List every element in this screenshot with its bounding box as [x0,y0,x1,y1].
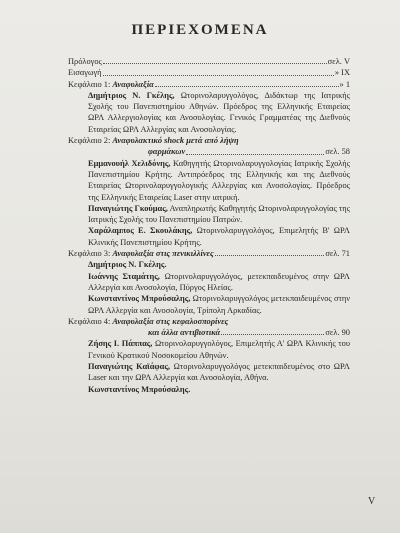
page-number: V [368,496,376,507]
chapter-title-continued: φαρμάκων [148,147,186,157]
author-name: Κωνσταντίνος Μπρούσαλης, [88,294,191,304]
author-entry [88,361,350,384]
author-entry [88,338,350,361]
toc-chapter-2-cont [68,146,350,157]
author-entry [88,259,350,270]
toc-label: Πρόλογος [68,57,102,66]
author-entry [88,158,350,203]
chapter-page: σελ. 90 [325,328,350,338]
author-entry [88,90,350,135]
toc-entry-prologue [68,56,350,67]
author-entry [88,203,350,226]
chapter-label: Κεφάλαιο 3: [68,249,111,259]
author-entry [88,225,350,248]
author-description: Καθηγητής Ωτορινολαρυγγολογίας Ιατρικής Σχολής Πανεπιστημίου Κρήτης. Αντιπρόεδρος της Ελληνικής και της Διεθνούς Εταιρείας Ωτορινολαρυγγολογικής Αλλεργίας και Ανοσολογίας. Πρόεδρος της Ελληνικής Εταιρείας Laser στην ιατρική. [88,158,350,202]
chapter-page: σελ. 58 [325,147,350,157]
chapter-page: σελ. 71 [325,249,350,259]
author-name: Παναγιώτης Γκούμας, [88,203,168,213]
author-name: Δημήτριος Ν. Γκέλης. [88,260,167,270]
author-description: Αναπληρωτής Καθηγητής Ωτορινολαρυγγολογίας της Ιατρικής Σχολής του Πανεπιστημίου Πατρών. [88,203,350,225]
toc-chapter-4-cont [68,327,350,338]
author-description: Ωτορινολαρυγγολόγος μετεκπαιδευμένος στο ΩΡΛ Laser και την ΩΡΛ Αλλεργία και Ανοσολογία, Αθήνα. [88,362,351,383]
toc-label: Εισαγωγή [68,68,102,78]
toc-chapter-4 [68,316,350,327]
leader-dots [215,255,325,256]
chapter-label: Κεφάλαιο 1: [68,79,111,89]
chapter-label: Κεφάλαιο 4: [68,316,111,326]
toc-page: σελ. V [327,57,350,66]
author-description: Ωτορινολαρυγγολόγος μετεκπαιδευμένος στην ΩΡΛ Αλλεργία και Ανοσολογία, Τρίπολη Αρκαδίας. [88,294,350,315]
author-name: Ζήσης Ι. Πάππας, [88,339,153,349]
toc-page: » IX [334,68,350,78]
author-name: Κωνσταντίνος Μπρούσαλης. [88,384,191,394]
toc-chapter-3 [68,248,350,259]
author-name: Δημήτριος Ν. Γκέλης, [88,90,175,100]
chapter-page: » 1 [339,79,350,89]
chapter-title: Αναφυλαξία στις πενικιλλίνες [112,249,214,259]
leader-dots [103,63,327,64]
author-entry [88,384,350,395]
chapter-title-continued: και άλλα αντιβιοτικά [148,328,221,338]
author-description: Ωτορινολαρυγγολόγος, Επιμελητής Β' ΩΡΛ Κλινικής Πανεπιστημίου Κρήτης. [88,226,350,247]
chapter-label: Κεφάλαιο 2: [68,136,111,146]
author-name: Ιωάννης Σταμάτης, [88,271,160,281]
author-description: Ωτορινολαρυγγολόγος, Επιμελητής Α' ΩΡΛ Κλινικής του Γενικού Κρατικού Νοσοκομείου Αθηνών. [88,339,350,360]
leader-dots [221,334,324,335]
chapter-title: Αναφυλαξία στις κεφαλοσπορίνες [112,316,229,326]
leader-dots [155,86,339,87]
table-of-contents [68,56,350,395]
author-name: Εμμανουήλ Χελιδόνης, [88,158,171,168]
author-description: Ωτορινολαρυγγολόγος, μετεκπαιδευμένος στην ΩΡΛ Αλλεργία και Ανοσολογία, Πύργος Ηλείας. [88,271,350,292]
author-name: Παναγιώτης Καϊάφας, [88,362,170,372]
toc-chapter-2 [68,135,350,146]
page-title: ΠΕΡΙΕΧΟΜΕΝΑ [131,22,269,38]
author-name: Χαράλαμπος Ε. Σκουλάκης, [88,226,193,236]
leader-dots [186,154,324,155]
author-entry [88,293,350,316]
toc-chapter-1 [68,79,350,90]
chapter-title: Αναφυλακτικό shock μετά από λήψη [112,136,239,146]
toc-entry-introduction [68,67,350,78]
leader-dots [103,75,334,76]
author-entry [88,271,350,294]
chapter-title: Αναφυλαξία [112,79,154,89]
author-description: Ωτορινολαρυγγολόγος, Διδάκτωρ της Ιατρικής Σχολής του Πανεπιστημίου Αθηνών. Πρόεδρος της Ελληνικής Εταιρείας ΩΡΛ Αλλεργιολογίας και Ανοσολογίας. Γενικός Γραμματέας της Διεθνούς Εταιρείας ΩΡΛ Αλλεργίας και Ανοσολογίας. [88,90,350,134]
